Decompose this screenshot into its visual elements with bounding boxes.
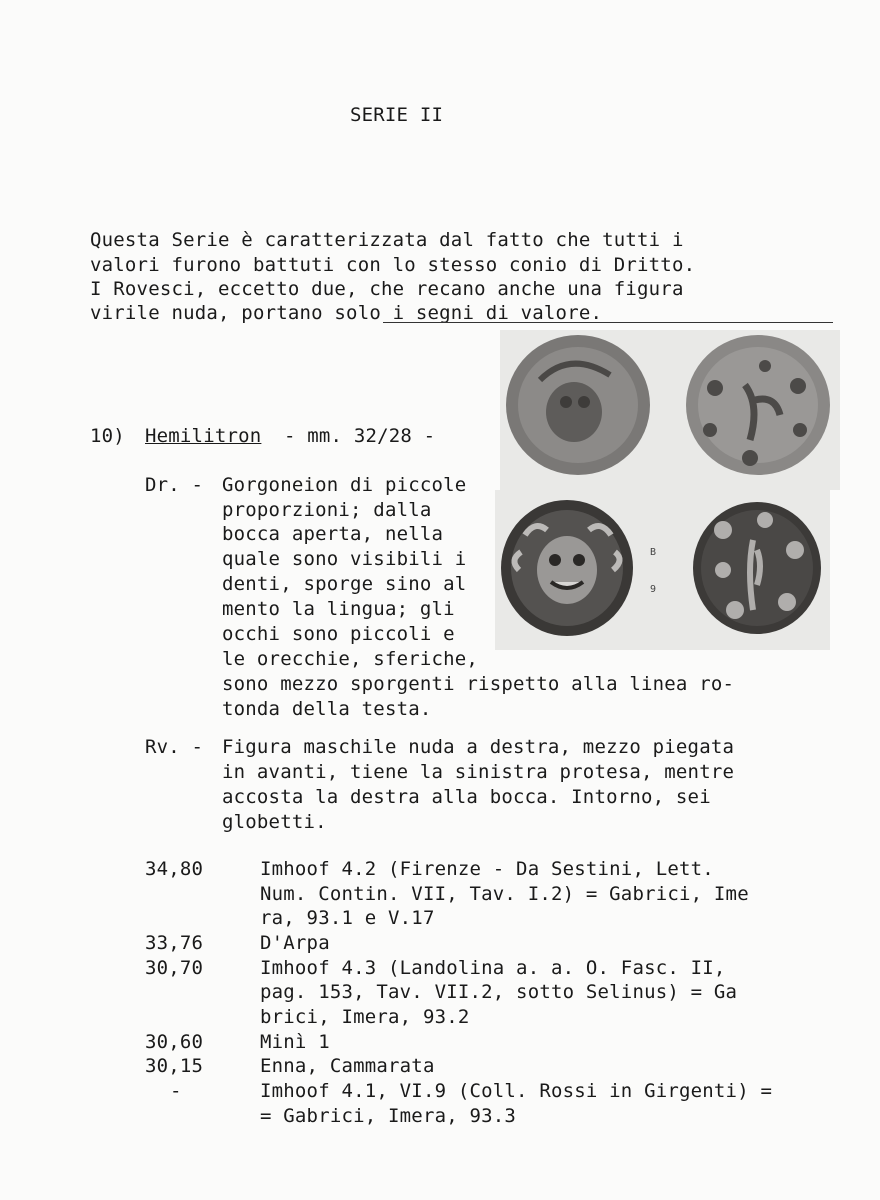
obverse-line: occhi sono piccoli e bbox=[222, 623, 455, 645]
specimen-ref-line: = Gabrici, Imera, 93.3 bbox=[260, 1105, 517, 1127]
plate-mark-9: 9 bbox=[650, 584, 657, 595]
obverse-line: denti, sporge sino al bbox=[222, 573, 467, 595]
intro-line: Questa Serie è caratterizzata dal fatto che tutti i bbox=[90, 229, 684, 251]
specimen-ref-line: pag. 153, Tav. VII.2, sotto Selinus) = Ga bbox=[260, 981, 738, 1003]
obverse-line: proporzioni; dalla bbox=[222, 499, 432, 521]
entry-name: Hemilitron bbox=[145, 425, 262, 447]
intro-line: virile nuda, portano solo i segni di valore. bbox=[90, 302, 603, 324]
reverse-line: in avanti, tiene la sinistra protesa, mentre bbox=[222, 761, 735, 783]
reverse-line: accosta la destra alla bocca. Intorno, sei bbox=[222, 786, 711, 808]
specimen-ref-line: ra, 93.1 e V.17 bbox=[260, 907, 435, 929]
page-heading: SERIE II bbox=[350, 104, 444, 126]
obverse-line: Gorgoneion di piccole bbox=[222, 474, 467, 496]
obverse-line: le orecchie, sferiche, bbox=[222, 648, 479, 670]
obverse-line: mento la lingua; gli bbox=[222, 598, 455, 620]
specimen-weight: 30,70 bbox=[145, 957, 204, 979]
obverse-line: bocca aperta, nella bbox=[222, 523, 444, 545]
specimen-ref-line: Minì 1 bbox=[260, 1031, 330, 1053]
specimen-ref-line: Imhoof 4.3 (Landolina a. a. O. Fasc. II, bbox=[260, 957, 726, 979]
specimen-weight: - bbox=[170, 1080, 182, 1102]
gorgoneion-coin-image bbox=[501, 500, 633, 636]
specimen-ref-line: brici, Imera, 93.2 bbox=[260, 1006, 470, 1028]
reverse-label: Rv. - bbox=[145, 736, 204, 758]
specimen-weight: 33,76 bbox=[145, 932, 204, 954]
obverse-coin-image bbox=[506, 335, 650, 475]
entry-number: 10) bbox=[90, 425, 125, 447]
reverse-line: globetti. bbox=[222, 811, 327, 833]
coin-photo-bottom bbox=[495, 490, 830, 650]
obverse-line: sono mezzo sporgenti rispetto alla linea ro- bbox=[222, 673, 735, 695]
globetti-coin-image bbox=[693, 502, 821, 634]
specimen-ref-line: Imhoof 4.2 (Firenze - Da Sestini, Lett. bbox=[260, 858, 714, 880]
specimen-ref-line: Enna, Cammarata bbox=[260, 1055, 435, 1077]
specimen-weight: 30,15 bbox=[145, 1055, 204, 1077]
entry-size: - mm. 32/28 - bbox=[284, 425, 436, 447]
specimen-weight: 34,80 bbox=[145, 858, 204, 880]
obverse-line: quale sono visibili i bbox=[222, 548, 467, 570]
specimen-weight: 30,60 bbox=[145, 1031, 204, 1053]
reverse-coin-image bbox=[686, 335, 830, 475]
plate-mark-b: B bbox=[650, 547, 657, 558]
intro-underline bbox=[383, 322, 833, 323]
intro-line: valori furono battuti con lo stesso conio di Dritto. bbox=[90, 254, 696, 276]
obverse-line: tonda della testa. bbox=[222, 698, 432, 720]
specimen-ref-line: Num. Contin. VII, Tav. I.2) = Gabrici, Ime bbox=[260, 883, 749, 905]
obverse-label: Dr. - bbox=[145, 474, 204, 496]
intro-line: I Rovesci, eccetto due, che recano anche una figura bbox=[90, 278, 684, 300]
specimen-ref-line: Imhoof 4.1, VI.9 (Coll. Rossi in Girgenti) = bbox=[260, 1080, 773, 1102]
reverse-line: Figura maschile nuda a destra, mezzo piegata bbox=[222, 736, 735, 758]
specimen-ref-line: D'Arpa bbox=[260, 932, 330, 954]
coin-photo-top bbox=[500, 330, 840, 490]
